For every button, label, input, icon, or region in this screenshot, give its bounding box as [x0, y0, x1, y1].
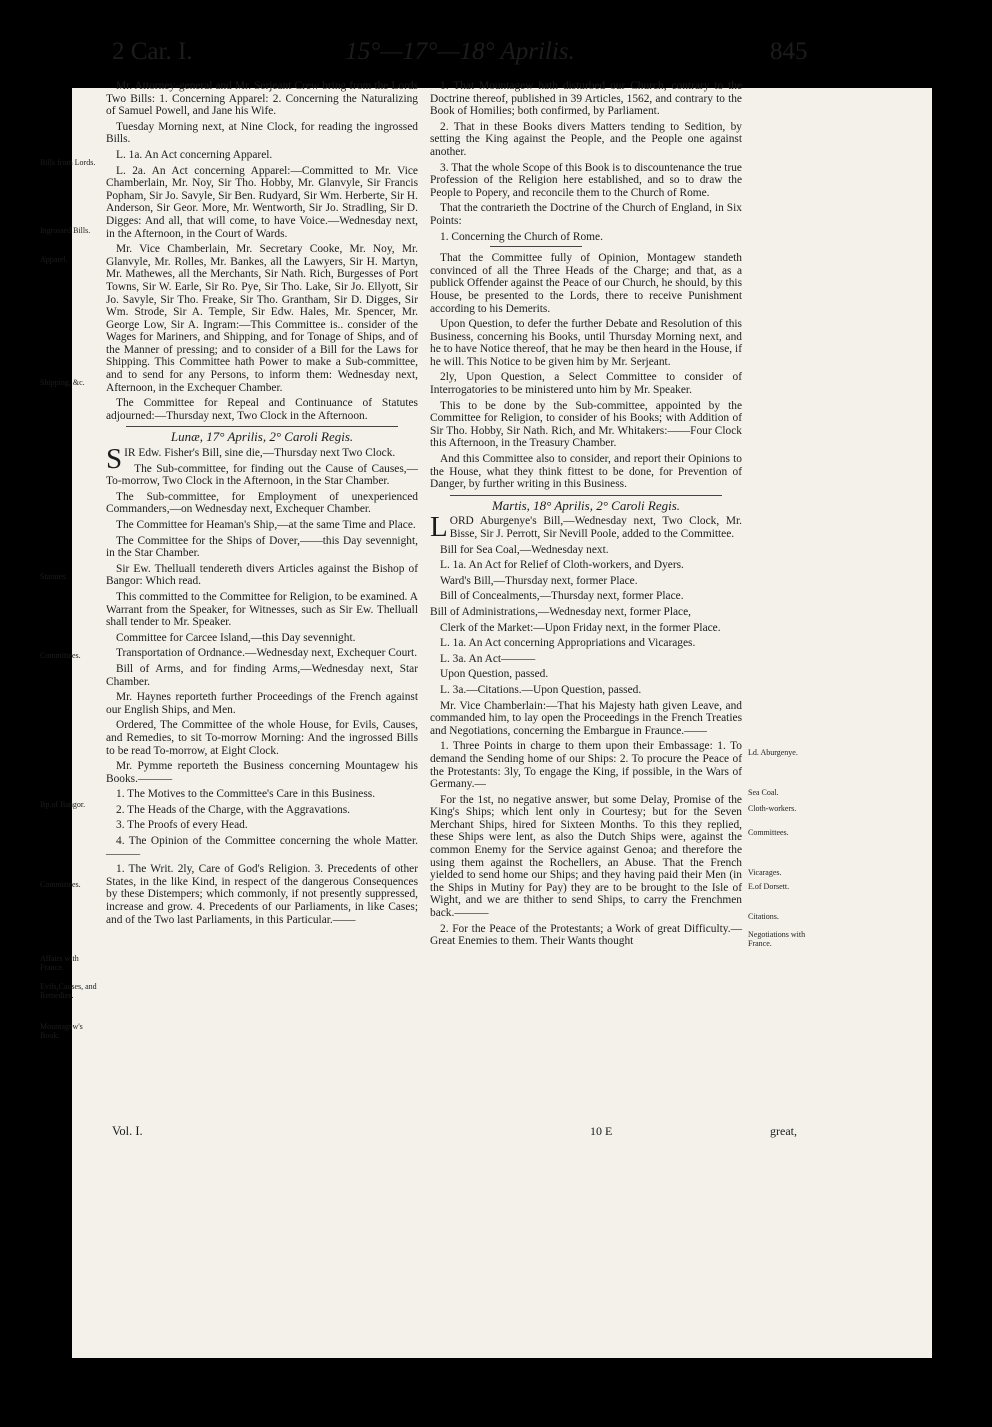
paragraph: L. 1a. An Act for Relief of Cloth-workers, and Dyers. [440, 559, 684, 572]
paragraph: Transportation of Ordnance.—Wednesday next, Exchequer Court. [116, 647, 418, 660]
section-divider [126, 426, 398, 427]
paragraph: 1. Three Points in charge to them upon their Embassage: 1. To demand the Sending home of our Ships: 2. To procure the Peace of the Protestants: 3ly, To engage the King, if possible, in the Wars of Germany.— [430, 740, 742, 791]
paragraph: L. 3a.—Citations.—Upon Question, passed. [440, 683, 642, 696]
margin-note: Apparel. [40, 255, 68, 264]
paragraph: The Committee for Heaman's Ship,—at the same Time and Place. [116, 519, 416, 531]
paragraph: Committee for Carcee Island,—this Day sevennight. [116, 631, 356, 644]
section-divider [450, 495, 722, 496]
paragraph: Clerk of the Market:—Upon Friday next, in the former Place. [440, 621, 721, 634]
paragraph: Upon Question, passed. [440, 668, 549, 681]
margin-note: Committees. [40, 880, 81, 889]
paragraph: Mr. Pymme reporteth the Business concerning Mountagew his Books.——— [106, 760, 418, 785]
paragraph: Bill for Sea Coal,—Wednesday next. [440, 543, 609, 556]
paragraph: L. 1a. An Act concerning Apparel. [116, 148, 273, 161]
running-head-date: 15°—17°—18° Aprilis. [345, 38, 575, 65]
paragraph: 3. That the whole Scope of this Book is to discountenance the true Profession of the Religion here established, and so to draw the People to Popery, and reconcile them to the Church of Rome. [430, 161, 742, 199]
margin-note: Bp.of Bangor. [40, 800, 86, 809]
paragraph: That the contrarieth the Doctrine of the Church of England, in Six Points: [430, 202, 742, 227]
margin-note: Affairs with France. [40, 954, 79, 972]
paragraph-text: IR Edw. Fisher's Bill, sine die,—Thursday next Two Clock. [124, 447, 396, 460]
paragraph: 2ly, Upon Question, a Select Committee to consider of Interrogatories to be ministered unto him by Mr. Speaker. [430, 371, 742, 397]
paragraph: L. 1a. An Act concerning Appropriations and Vicarages. [440, 637, 696, 650]
paragraph: 1. The Motives to the Committee's Care in this Business. [116, 788, 376, 801]
paragraph: Bill of Arms, and for finding Arms,—Wednesday next, Star Chamber. [106, 662, 418, 688]
running-head-left: 2 Car. I. [112, 38, 193, 65]
margin-note: Shipping, &c. [40, 378, 85, 387]
margin-note: Statutes. [40, 572, 68, 581]
margin-note: Cloth-workers. [748, 804, 797, 813]
paragraph: Mr. Vice Chamberlain:—That his Majesty hath given Leave, and commanded him, to lay open the Proceedings in the French Treaties and Negotiations, concerning the Embargue in Fraunce.—— [430, 699, 742, 737]
page-number: 845 [770, 38, 808, 65]
paragraph: 4. The Opinion of the Committee concerning the whole Matter.——— [106, 835, 418, 860]
paragraph-text: ORD Aburgenye's Bill,—Wednesday next, Two Clock, Mr. Bisse, Sir J. Perrott, Sir Nevill Poole, added to the Committee. [449, 515, 742, 540]
paragraph: This committed to the Committee for Religion, to be examined. A Warrant from the Speaker, for Witnesses, such as Sir Ew. Thelluall shall tender to Mr. Speaker. [106, 590, 418, 629]
paragraph: Sir Ew. Thelluall tendereth divers Articles against the Bishop of Bangor: Which read. [106, 562, 418, 588]
paragraph: 1. The Writ. 2ly, Care of God's Religion. 3. Precedents of other States, in the like Kind, in respect of the dangerous Consequences by these Distempers; which commonly, if not presently suppressed, increase and grow. 4. Precedents of our Parliaments, in like Cases; and of the Two last Parliaments, in this Particular.—— [106, 863, 418, 926]
paragraph: Bill of Administrations,—Wednesday next, former Place, [430, 605, 692, 618]
margin-note: Bills from Lords. [40, 158, 96, 167]
paragraph: The Sub-committee, for Employment of unexperienced Commanders,—on Wednesday next, Exchequer Chamber. [106, 490, 418, 516]
paragraph: Upon Question, to defer the further Debate and Resolution of this Business, concerning his Books, until Thursday Morning next, and he to have Notice thereof, that he may be then heard in the House, if he will. This Notice to be given him by Mr. Serjeant. [430, 318, 742, 368]
paragraph: Mr. Vice Chamberlain, Mr. Secretary Cooke, Mr. Noy, Mr. Glanvyle, Mr. Rolles, Mr. Bankes, all the Lawyers, Sir H. Martyn, Mr. Mathewes, all the Merchants, Sir Nath. Rich, Burgesses of Port Towns, Sir W. Earle, Sir Ro. Pye, Sir Tho. Lake, Sir Jo. Ellyott, Sir Jo. Savyle, Sir Tho. Freake, Sir Tho. Grantham, Sir D. Digges, Sir Wm. Strode, Sir A. Temple, Sir Edw. Hales, Mr. Spencer, Mr. George Low, Sir A. Ingram:—This Committee is.. consider of the Wages for Mariners, and Shipping, and for Tonage of Ships, and of the Manner of pressing; and to consider of a Bill for the Laws for Shipping. This Committee hath Power to make a Sub-committee, and to send for any Persons, to inform them: Wednesday next, Afternoon, in the Exchequer Chamber. [106, 243, 418, 394]
volume-mark: Vol. I. [112, 1124, 143, 1138]
paragraph: Tuesday Morning next, at Nine Clock, for reading the ingrossed Bills. [106, 120, 418, 146]
paragraph: The Sub-committee, for finding out the Cause of Causes,—To-morrow, Two Clock in the Afternoon, in the Star Chamber. [106, 462, 418, 488]
drop-cap: L [430, 511, 448, 544]
paragraph: That the Committee fully of Opinion, Montagew standeth convinced of all the Three Heads of the Charge; and that, as a publick Offender against the Peace of our Church, he should, by this House, be presented to the Lords, there to receive Punishment according to his Demerits. [430, 252, 743, 315]
margin-note: Vicarages. [748, 868, 782, 877]
margin-note: Ingrossed Bills. [40, 226, 91, 235]
paragraph: 1. Concerning the Church of Rome. [440, 230, 603, 243]
margin-note: Evils,Causes, and Remedies. [40, 982, 97, 1000]
margin-note: Mountagew's Book. [40, 1022, 83, 1040]
paragraph: The Committee for the Ships of Dover,——this Day sevennight, in the Star Chamber. [106, 534, 418, 560]
signature-mark: 10 E [590, 1124, 613, 1138]
drop-cap: S [106, 443, 123, 476]
margin-note: Committees. [40, 651, 81, 660]
catchword: great, [770, 1124, 797, 1138]
paragraph: Ward's Bill,—Thursday next, former Place. [440, 574, 638, 587]
right-column [430, 80, 742, 951]
paragraph: For the 1st, no negative answer, but some Delay, Promise of the King's Ships; which lent only in Courtesy; but for the Seven Merchant Ships, hired for Sixteen Months. To this they replied, these Ships were lent, as also the Dutch Ships were, against the common Enemy for the Service against Genoa; and therefore the using them against the Rochellers, an Abuse. That the French yielded to send home our Ships; and they having paid their Men (in the Ships in Mutiny for Pay) they are to be brought to the Isle of Wight, and we are thither to send Ships, to carry the Frenchmen back.——— [430, 793, 742, 920]
paragraph: 3. The Proofs of every Head. [116, 819, 248, 832]
short-divider [490, 246, 582, 247]
paragraph: L. 2a. An Act concerning Apparel:—Committed to Mr. Vice Chamberlain, Mr. Noy, Sir Tho. Hobby, Mr. Glanvyle, Sir Francis Popham, Sir Jo. Savyle, Sir Ben. Rudyard, Sir Wm. Herberte, Sir H. Anderson, Sir Geor. More, Mr. Wentworth, Sir Jo. Stradling, Sir D. Digges: And all, that will come, to have Voice.—Wednesday next, in the Afternoon, in the Court of Wards. [106, 164, 418, 240]
paragraph: 1. That Mountagew hath disturbed our Church, contrary to the Doctrine thereof, published in 39 Articles, 1562, and contrary to the Book of Homilies; both confirmed, by Parliament. [430, 80, 742, 118]
day-heading: Lunæ, 17° Aprilis, 2° Caroli Regis. [170, 429, 354, 445]
paragraph: Ordered, The Committee of the whole House, for Evils, Causes, and Remedies, to sit To-morrow Morning: And the ingrossed Bills to be read To-morrow, at Eight Clock. [106, 719, 418, 757]
paragraph: 2. That in these Books divers Matters tending to Sedition, by setting the King against the People, and the People one against another. [430, 120, 742, 158]
paragraph: Bill of Concealments,—Thursday next, former Place. [440, 590, 684, 603]
margin-note: Citations. [748, 912, 779, 921]
left-column [106, 80, 418, 929]
paragraph: And this Committee also to consider, and report their Opinions to the House, what they think fittest to be done, for Prevention of Danger, by further writing in this Business. [430, 453, 742, 491]
paragraph: 2. For the Peace of the Protestants; a Work of great Difficulty.—Great Enemies to them. Their Wants thought [430, 922, 742, 948]
day-heading: Martis, 18° Aprilis, 2° Caroli Regis. [491, 497, 681, 513]
paragraph: The Committee for Repeal and Continuance of Statutes adjourned:—Thursday next, Two Clock in the Afternoon. [106, 397, 418, 422]
margin-note: Negotiations with France. [748, 930, 806, 948]
margin-note: Committees. [748, 828, 789, 837]
paragraph-dropcap [430, 511, 742, 544]
margin-note: Sea Coal. [748, 788, 779, 797]
paragraph: 2. The Heads of the Charge, with the Aggravations. [116, 803, 350, 816]
paragraph: This to be done by the Sub-committee, appointed by the Committee for Religion, to consider of his Books; with Addition of Sir Tho. Hobby, Sir Nath. Rich, and Mr. Whitakers:——Four Clock this Afternoon, in the Treasury Chamber. [430, 399, 742, 450]
paragraph: Mr. Haynes reporteth further Proceedings of the French against our English Ships, and Men. [106, 691, 418, 716]
paragraph: Mr. Attorney-general and Mr. Serjeant Crew bring from the Lords Two Bills: 1. Concerning Apparel: 2. Concerning the Naturalizing of Samuel Powell, and Jane his Wife. [106, 80, 418, 118]
margin-note: Ld. Aburgenye. [748, 748, 798, 757]
margin-note: E.of Dorsett. [748, 882, 790, 891]
paragraph: L. 3a. An Act——— [440, 652, 536, 665]
